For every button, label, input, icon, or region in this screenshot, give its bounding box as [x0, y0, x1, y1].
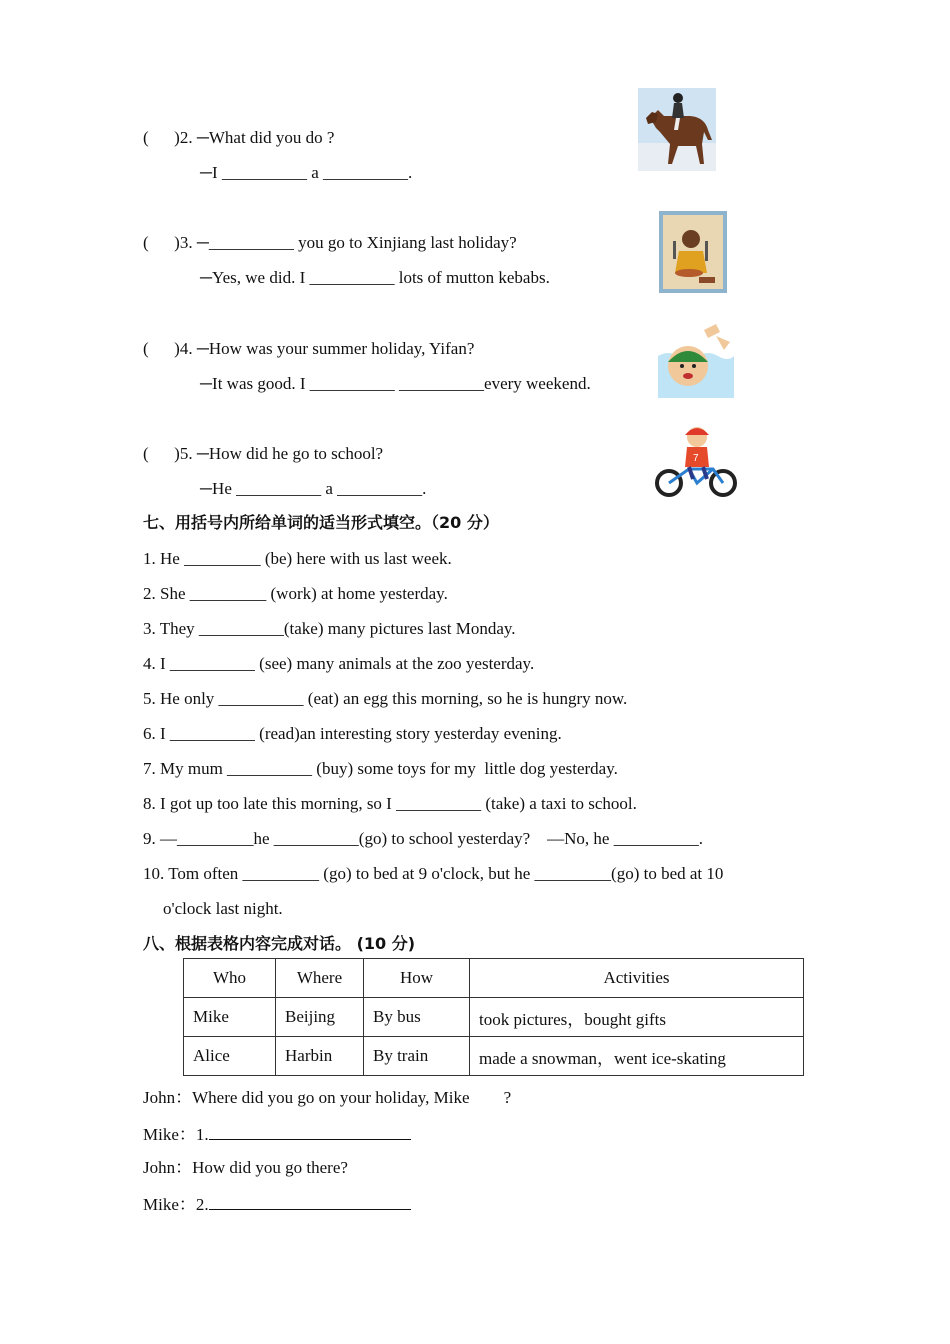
- table-cell: Alice: [184, 1037, 276, 1076]
- dialogue-speaker: Mike：2.: [143, 1195, 209, 1214]
- dialogue-speaker: Mike：1.: [143, 1125, 209, 1144]
- table-cell: By bus: [364, 998, 470, 1037]
- s7-item-8: 8. I got up too late this morning, so I __________ (take) a taxi to school.: [143, 794, 637, 813]
- s7-item-10: 10. Tom often _________ (go) to bed at 9 o'clock, but he _________(go) to bed at 10: [143, 864, 724, 883]
- answer-blank-1[interactable]: [209, 1123, 411, 1140]
- table-cell: took pictures，bought gifts: [470, 998, 804, 1037]
- table-row: [184, 998, 804, 1037]
- dialogue-line-3: John：How did you go there?: [143, 1158, 348, 1177]
- table-cell: made a snowman，went ice-skating: [470, 1037, 804, 1076]
- s7-item-3: 3. They __________(take) many pictures last Monday.: [143, 619, 516, 638]
- q4-line1: [143, 339, 474, 359]
- eating-kebabs-picture: [659, 211, 727, 293]
- q4-answer: ─It was good. I __________ __________every weekend.: [200, 374, 591, 393]
- q2-answer: ─I __________ a __________.: [200, 163, 413, 182]
- s7-item-7: 7. My mum __________ (buy) some toys for my little dog yesterday.: [143, 759, 618, 778]
- horse-riding-picture: [638, 88, 716, 171]
- dialogue-line-4: [143, 1193, 411, 1215]
- travel-table: [183, 958, 804, 1076]
- s7-item-2: 2. She _________ (work) at home yesterday.: [143, 584, 448, 603]
- q5-question: ─How did he go to school?: [196, 444, 384, 463]
- table-cell: Beijing: [276, 998, 364, 1037]
- q4-question: ─How was your summer holiday, Yifan?: [196, 339, 475, 358]
- table-row: [184, 1037, 804, 1076]
- dialogue-line-1: John：Where did you go on your holiday, Mike ?: [143, 1088, 512, 1107]
- q5-answer: ─He __________ a __________.: [200, 479, 427, 498]
- s7-item-9: 9. —_________he __________(go) to school yesterday? —No, he __________.: [143, 829, 703, 848]
- q4-num: ( )4.: [143, 339, 197, 358]
- q3-line1: [143, 233, 517, 253]
- table-header-row: [184, 959, 804, 998]
- s7-item-6: 6. I __________ (read)an interesting story yesterday evening.: [143, 724, 562, 743]
- q5-num: ( )5.: [143, 444, 197, 463]
- table-header: How: [364, 959, 470, 998]
- svg-text:7: 7: [693, 453, 699, 464]
- section7-heading: 七、用括号内所给单词的适当形式填空。（20 分）: [143, 513, 499, 532]
- q2-question: ─What did you do ?: [196, 128, 335, 147]
- q2-line1: [143, 128, 334, 148]
- s7-item-1: 1. He _________ (be) here with us last week.: [143, 549, 452, 568]
- q3-question: ─__________ you go to Xinjiang last holiday?: [196, 233, 517, 252]
- swimming-picture: [658, 316, 734, 398]
- s7-item-10-cont: o'clock last night.: [163, 899, 283, 918]
- q3-num: ( )3.: [143, 233, 197, 252]
- table-header: Who: [184, 959, 276, 998]
- q3-answer: ─Yes, we did. I __________ lots of mutton kebabs.: [200, 268, 550, 287]
- table-cell: Harbin: [276, 1037, 364, 1076]
- section8-heading: 八、根据表格内容完成对话。 (10 分): [143, 934, 416, 953]
- table-header: Where: [276, 959, 364, 998]
- q5-line1: [143, 444, 383, 464]
- table-header: Activities: [470, 959, 804, 998]
- q2-num: ( )2.: [143, 128, 197, 147]
- answer-blank-2[interactable]: [209, 1193, 411, 1210]
- dialogue-line-2: [143, 1123, 411, 1145]
- s7-item-4: 4. I __________ (see) many animals at the zoo yesterday.: [143, 654, 535, 673]
- s7-item-5: 5. He only __________ (eat) an egg this morning, so he is hungry now.: [143, 689, 628, 708]
- table-cell: Mike: [184, 998, 276, 1037]
- table-cell: By train: [364, 1037, 470, 1076]
- bike-riding-picture: [653, 423, 737, 501]
